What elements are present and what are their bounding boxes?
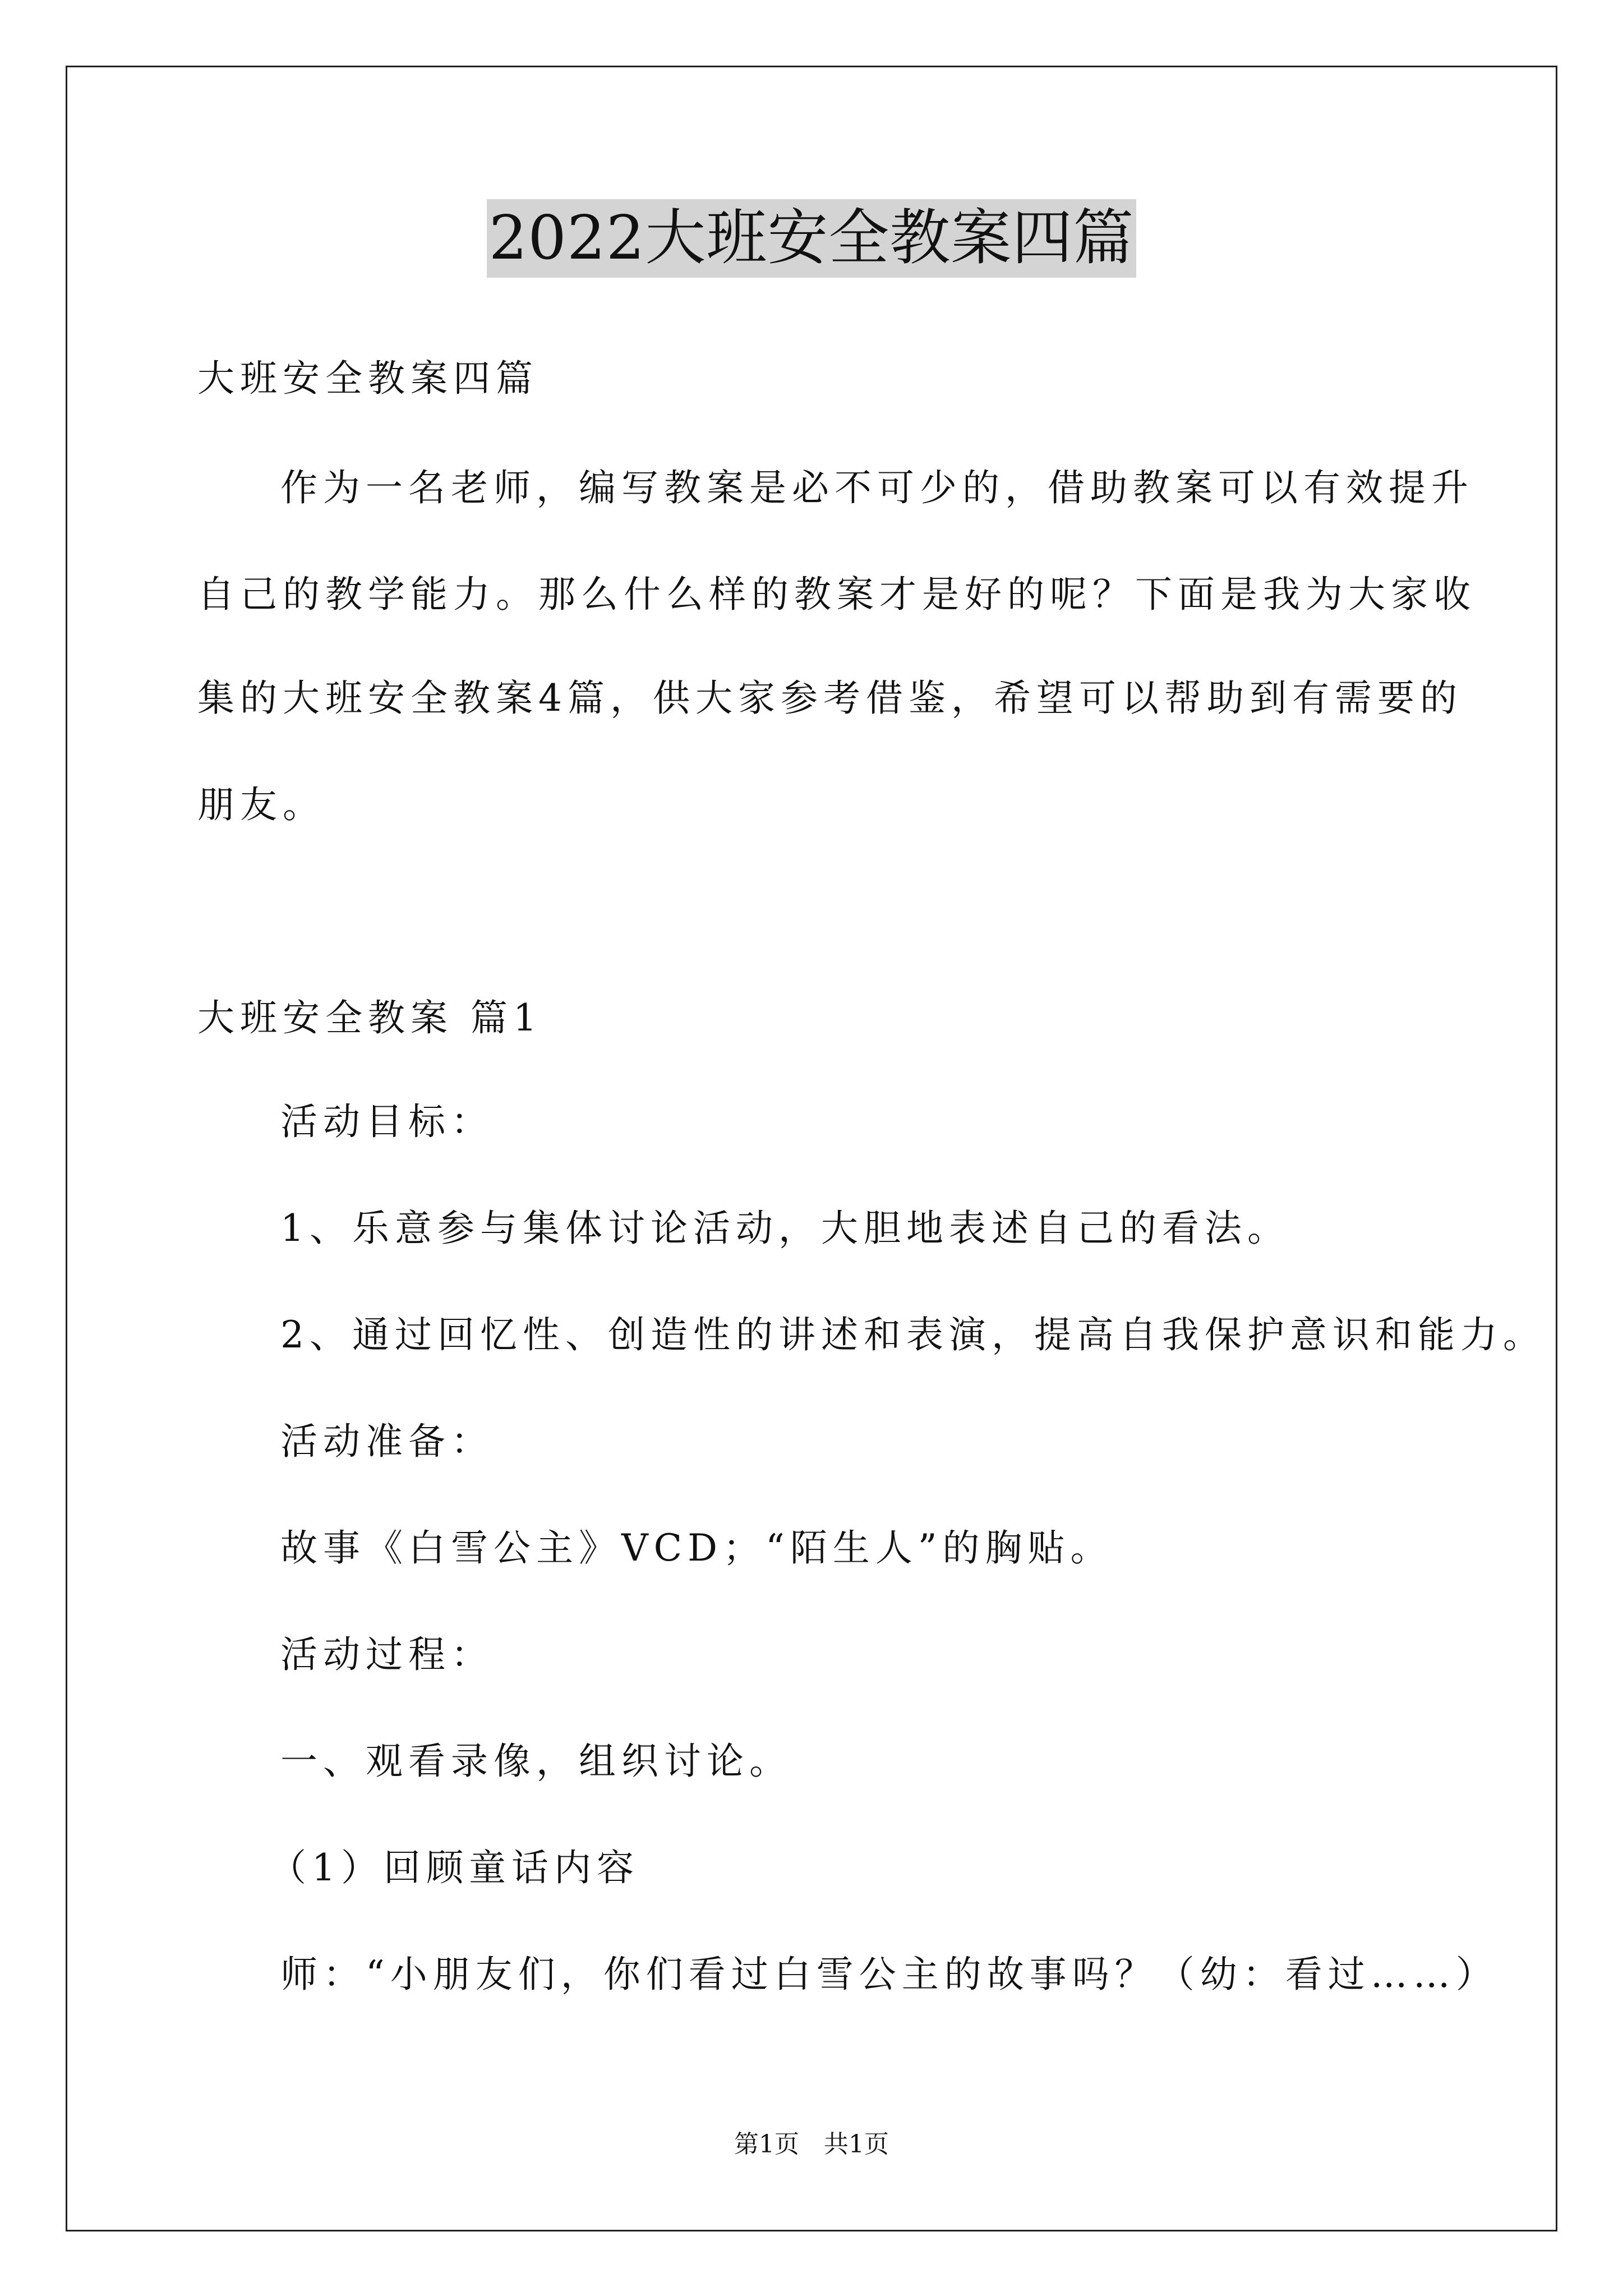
title-container bbox=[0, 199, 1623, 278]
body-line-7: 一、观看录像，组织讨论。 bbox=[280, 1740, 792, 1783]
page-footer: 第1页 共1页 bbox=[734, 2130, 889, 2159]
body-line-1: 活动目标： bbox=[280, 1100, 494, 1143]
body-line-9: 师：“小朋友们，你们看过白雪公主的故事吗？（幼：看过……） bbox=[280, 1953, 1498, 1996]
intro-line-2: 自己的教学能力。那么什么样的教案才是好的呢？下面是我为大家收 bbox=[197, 573, 1476, 616]
intro-line-1: 作为一名老师，编写教案是必不可少的，借助教案可以有效提升 bbox=[280, 466, 1474, 509]
body-line-3: 2、通过回忆性、创造性的讲述和表演，提高自我保护意识和能力。 bbox=[280, 1313, 1546, 1356]
body-line-5: 故事《白雪公主》VCD；“陌生人”的胸贴。 bbox=[280, 1526, 1113, 1570]
document-subtitle: 大班安全教案四篇 bbox=[197, 357, 538, 400]
body-line-4: 活动准备： bbox=[280, 1420, 494, 1463]
intro-line-3: 集的大班安全教案4篇，供大家参考借鉴，希望可以帮助到有需要的 bbox=[197, 677, 1463, 720]
intro-line-4: 朋友。 bbox=[197, 783, 325, 826]
body-line-6: 活动过程： bbox=[280, 1633, 494, 1676]
section-heading: 大班安全教案 篇1 bbox=[197, 996, 542, 1039]
body-line-8: （1）回顾童话内容 bbox=[269, 1846, 639, 1889]
document-title: 2022大班安全教案四篇 bbox=[487, 199, 1137, 278]
body-line-2: 1、乐意参与集体讨论活动，大胆地表述自己的看法。 bbox=[280, 1207, 1290, 1250]
